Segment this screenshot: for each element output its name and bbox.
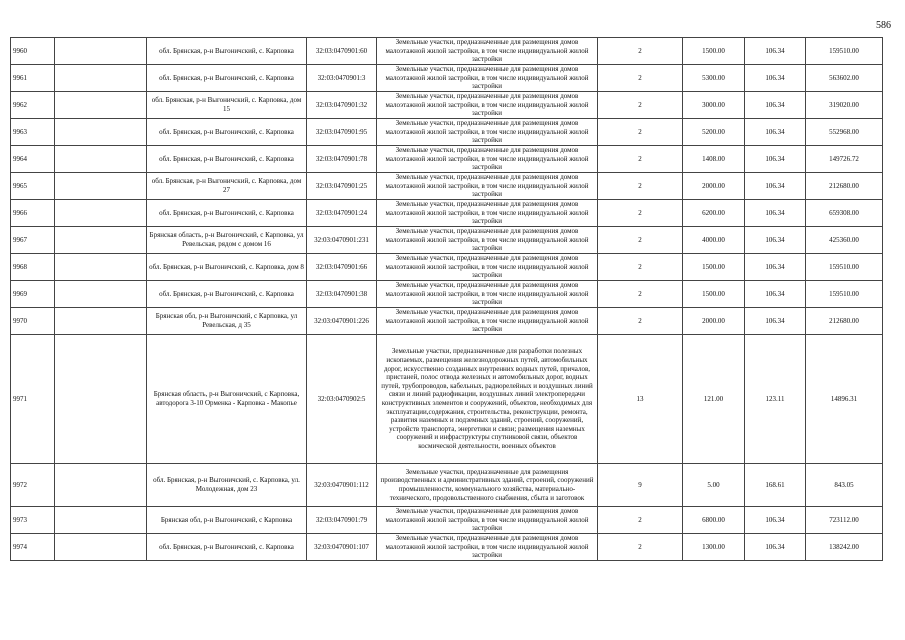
group-code-cell: 9 xyxy=(598,464,683,507)
land-use-cell: Земельные участки, предназначенные для размещения домов малоэтажной жилой застройки, в том числе индивидуальной жилой застройки xyxy=(377,92,598,119)
land-use-cell: Земельные участки, предназначенные для размещения домов малоэтажной жилой застройки, в том числе индивидуальной жилой застройки xyxy=(377,119,598,146)
area-cell: 5300.00 xyxy=(683,65,745,92)
address-cell: обл. Брянская, р-н Выгоничский, с. Карповка xyxy=(147,146,307,173)
table-row xyxy=(11,38,883,65)
cadastral-number-cell: 32:03:0470901:107 xyxy=(307,534,377,561)
empty-cell xyxy=(55,464,147,507)
empty-cell xyxy=(55,227,147,254)
group-code-cell: 2 xyxy=(598,254,683,281)
land-use-cell: Земельные участки, предназначенные для размещения домов малоэтажной жилой застройки, в том числе индивидуальной жилой застройки xyxy=(377,254,598,281)
table-row xyxy=(11,335,883,464)
table-row xyxy=(11,119,883,146)
specific-value-cell: 106.34 xyxy=(745,308,806,335)
cadastral-number-cell: 32:03:0470901:24 xyxy=(307,200,377,227)
area-cell: 1408.00 xyxy=(683,146,745,173)
cadastral-value-cell: 159510.00 xyxy=(806,38,883,65)
cadastral-value-cell: 14896.31 xyxy=(806,335,883,464)
empty-cell xyxy=(55,146,147,173)
group-code-cell: 2 xyxy=(598,534,683,561)
row-number: 9960 xyxy=(11,38,55,65)
specific-value-cell: 106.34 xyxy=(745,38,806,65)
specific-value-cell: 106.34 xyxy=(745,92,806,119)
specific-value-cell: 106.34 xyxy=(745,534,806,561)
area-cell: 121.00 xyxy=(683,335,745,464)
area-cell: 1500.00 xyxy=(683,281,745,308)
land-use-cell: Земельные участки, предназначенные для размещения домов малоэтажной жилой застройки, в том числе индивидуальной жилой застройки xyxy=(377,65,598,92)
cadastral-value-cell: 159510.00 xyxy=(806,281,883,308)
specific-value-cell: 106.34 xyxy=(745,281,806,308)
area-cell: 3000.00 xyxy=(683,92,745,119)
row-number: 9971 xyxy=(11,335,55,464)
address-cell: обл. Брянская, р-н Выгоничский, с. Карповка xyxy=(147,200,307,227)
empty-cell xyxy=(55,308,147,335)
land-use-cell: Земельные участки, предназначенные для размещения домов малоэтажной жилой застройки, в том числе индивидуальной жилой застройки xyxy=(377,146,598,173)
address-cell: обл. Брянская, р-н Выгоничский, с. Карповка xyxy=(147,119,307,146)
table-row xyxy=(11,254,883,281)
row-number: 9964 xyxy=(11,146,55,173)
specific-value-cell: 106.34 xyxy=(745,173,806,200)
address-cell: Брянская область, р-н Выгоничский, с Карповка, автодорога 3-10 Орменка - Карповка - Макопье xyxy=(147,335,307,464)
specific-value-cell: 123.11 xyxy=(745,335,806,464)
cadastral-value-cell: 552968.00 xyxy=(806,119,883,146)
cadastral-value-cell: 659308.00 xyxy=(806,200,883,227)
specific-value-cell: 106.34 xyxy=(745,507,806,534)
cadastral-number-cell: 32:03:0470901:60 xyxy=(307,38,377,65)
area-cell: 5200.00 xyxy=(683,119,745,146)
group-code-cell: 2 xyxy=(598,173,683,200)
cadastral-number-cell: 32:03:0470901:79 xyxy=(307,507,377,534)
address-cell: обл. Брянская, р-н Выгоничский, с. Карповка, дом 27 xyxy=(147,173,307,200)
table-row xyxy=(11,507,883,534)
table-row xyxy=(11,65,883,92)
cadastral-number-cell: 32:03:0470901:66 xyxy=(307,254,377,281)
cadastral-value-cell: 138242.00 xyxy=(806,534,883,561)
page-number: 586 xyxy=(876,20,891,31)
specific-value-cell: 168.61 xyxy=(745,464,806,507)
group-code-cell: 2 xyxy=(598,227,683,254)
empty-cell xyxy=(55,254,147,281)
row-number: 9969 xyxy=(11,281,55,308)
specific-value-cell: 106.34 xyxy=(745,200,806,227)
land-use-cell: Земельные участки, предназначенные для размещения домов малоэтажной жилой застройки, в том числе индивидуальной жилой застройки xyxy=(377,173,598,200)
table-row xyxy=(11,281,883,308)
row-number: 9967 xyxy=(11,227,55,254)
area-cell: 2000.00 xyxy=(683,173,745,200)
cadastral-value-cell: 425360.00 xyxy=(806,227,883,254)
area-cell: 6200.00 xyxy=(683,200,745,227)
cadastral-value-table xyxy=(10,37,883,561)
group-code-cell: 2 xyxy=(598,119,683,146)
empty-cell xyxy=(55,173,147,200)
address-cell: обл. Брянская, р-н Выгоничский, с. Карповка xyxy=(147,38,307,65)
table-row xyxy=(11,92,883,119)
address-cell: обл. Брянская, р-н Выгоничский, с. Карповка xyxy=(147,65,307,92)
land-use-cell: Земельные участки, предназначенные для размещения домов малоэтажной жилой застройки, в том числе индивидуальной жилой застройки xyxy=(377,227,598,254)
empty-cell xyxy=(55,281,147,308)
group-code-cell: 2 xyxy=(598,507,683,534)
group-code-cell: 2 xyxy=(598,200,683,227)
address-cell: Брянская обл, р-н Выгоничский, с Карповка xyxy=(147,507,307,534)
land-use-cell: Земельные участки, предназначенные для размещения домов малоэтажной жилой застройки, в том числе индивидуальной жилой застройки xyxy=(377,507,598,534)
row-number: 9973 xyxy=(11,507,55,534)
empty-cell xyxy=(55,38,147,65)
cadastral-number-cell: 32:03:0470901:25 xyxy=(307,173,377,200)
empty-cell xyxy=(55,507,147,534)
row-number: 9970 xyxy=(11,308,55,335)
group-code-cell: 2 xyxy=(598,92,683,119)
cadastral-value-cell: 149726.72 xyxy=(806,146,883,173)
group-code-cell: 2 xyxy=(598,281,683,308)
empty-cell xyxy=(55,200,147,227)
table-row xyxy=(11,227,883,254)
table-row xyxy=(11,200,883,227)
area-cell: 1500.00 xyxy=(683,254,745,281)
row-number: 9962 xyxy=(11,92,55,119)
address-cell: обл. Брянская, р-н Выгоничский, с. Карповка, дом 15 xyxy=(147,92,307,119)
group-code-cell: 2 xyxy=(598,308,683,335)
land-use-cell: Земельные участки, предназначенные для размещения домов малоэтажной жилой застройки, в том числе индивидуальной жилой застройки xyxy=(377,200,598,227)
area-cell: 5.00 xyxy=(683,464,745,507)
address-cell: обл. Брянская, р-н Выгоничский, с. Карповка, ул. Молодежная, дом 23 xyxy=(147,464,307,507)
table-row xyxy=(11,534,883,561)
table-row xyxy=(11,464,883,507)
address-cell: Брянская обл, р-н Выгоничский, с Карповка, ул Ревельская, д 35 xyxy=(147,308,307,335)
empty-cell xyxy=(55,534,147,561)
area-cell: 6800.00 xyxy=(683,507,745,534)
table-row xyxy=(11,308,883,335)
cadastral-value-cell: 843.05 xyxy=(806,464,883,507)
specific-value-cell: 106.34 xyxy=(745,227,806,254)
table-row xyxy=(11,146,883,173)
land-use-cell: Земельные участки, предназначенные для размещения домов малоэтажной жилой застройки, в том числе индивидуальной жилой застройки xyxy=(377,38,598,65)
row-number: 9968 xyxy=(11,254,55,281)
address-cell: обл. Брянская, р-н Выгоничский, с. Карповка xyxy=(147,534,307,561)
group-code-cell: 2 xyxy=(598,65,683,92)
row-number: 9961 xyxy=(11,65,55,92)
area-cell: 1500.00 xyxy=(683,38,745,65)
cadastral-value-cell: 212680.00 xyxy=(806,308,883,335)
area-cell: 4000.00 xyxy=(683,227,745,254)
cadastral-value-cell: 723112.00 xyxy=(806,507,883,534)
cadastral-number-cell: 32:03:0470901:3 xyxy=(307,65,377,92)
cadastral-number-cell: 32:03:0470901:32 xyxy=(307,92,377,119)
table-row xyxy=(11,173,883,200)
cadastral-value-cell: 563602.00 xyxy=(806,65,883,92)
row-number: 9972 xyxy=(11,464,55,507)
address-cell: обл. Брянская, р-н Выгоничский, с. Карповка, дом 8 xyxy=(147,254,307,281)
land-use-cell: Земельные участки, предназначенные для размещения домов малоэтажной жилой застройки, в том числе индивидуальной жилой застройки xyxy=(377,308,598,335)
row-number: 9974 xyxy=(11,534,55,561)
cadastral-value-cell: 319020.00 xyxy=(806,92,883,119)
cadastral-number-cell: 32:03:0470901:78 xyxy=(307,146,377,173)
specific-value-cell: 106.34 xyxy=(745,65,806,92)
specific-value-cell: 106.34 xyxy=(745,254,806,281)
cadastral-number-cell: 32:03:0470901:231 xyxy=(307,227,377,254)
specific-value-cell: 106.34 xyxy=(745,146,806,173)
cadastral-value-cell: 212680.00 xyxy=(806,173,883,200)
row-number: 9963 xyxy=(11,119,55,146)
empty-cell xyxy=(55,119,147,146)
land-use-cell: Земельные участки, предназначенные для размещения домов малоэтажной жилой застройки, в том числе индивидуальной жилой застройки xyxy=(377,281,598,308)
cadastral-number-cell: 32:03:0470901:38 xyxy=(307,281,377,308)
group-code-cell: 2 xyxy=(598,146,683,173)
empty-cell xyxy=(55,65,147,92)
empty-cell xyxy=(55,92,147,119)
group-code-cell: 13 xyxy=(598,335,683,464)
cadastral-number-cell: 32:03:0470901:95 xyxy=(307,119,377,146)
land-use-cell: Земельные участки, предназначенные для размещения производственных и административных зданий, строений, сооружений промышленности, коммунального хозяйства, материально-технического, продовольственного снабжения, сбыта и заготовок xyxy=(377,464,598,507)
cadastral-number-cell: 32:03:0470902:5 xyxy=(307,335,377,464)
address-cell: обл. Брянская, р-н Выгоничский, с. Карповка xyxy=(147,281,307,308)
cadastral-value-cell: 159510.00 xyxy=(806,254,883,281)
address-cell: Брянская область, р-н Выгоничский, с Карповка, ул Ревельская, рядом с домом 16 xyxy=(147,227,307,254)
land-use-cell: Земельные участки, предназначенные для разработки полезных ископаемых, размещения железнодорожных путей, автомобильных дорог, искусственно созданных внутренних водных путей, причалов, пристаней, полос отвода железных и автомобильных дорог, водных путей, трубопроводов, кабельных, радиорелейных и воздушных линий связи и линий радиофикации, воздушных линий электропередачи конструктивных элементов и сооружений, объектов, необходимых для эксплуатации,содержания, строительства, реконструкции, ремонта, развития наземных и подземных зданий, строений, сооружений, устройств транспорта, энергетики и связи; размещения наземных сооружений и инфраструктуры спутниковой связи, объектов космической деятельности, военных объектов xyxy=(377,335,598,464)
row-number: 9966 xyxy=(11,200,55,227)
empty-cell xyxy=(55,335,147,464)
area-cell: 2000.00 xyxy=(683,308,745,335)
cadastral-number-cell: 32:03:0470901:112 xyxy=(307,464,377,507)
specific-value-cell: 106.34 xyxy=(745,119,806,146)
land-use-cell: Земельные участки, предназначенные для размещения домов малоэтажной жилой застройки, в том числе индивидуальной жилой застройки xyxy=(377,534,598,561)
group-code-cell: 2 xyxy=(598,38,683,65)
row-number: 9965 xyxy=(11,173,55,200)
area-cell: 1300.00 xyxy=(683,534,745,561)
cadastral-number-cell: 32:03:0470901:226 xyxy=(307,308,377,335)
